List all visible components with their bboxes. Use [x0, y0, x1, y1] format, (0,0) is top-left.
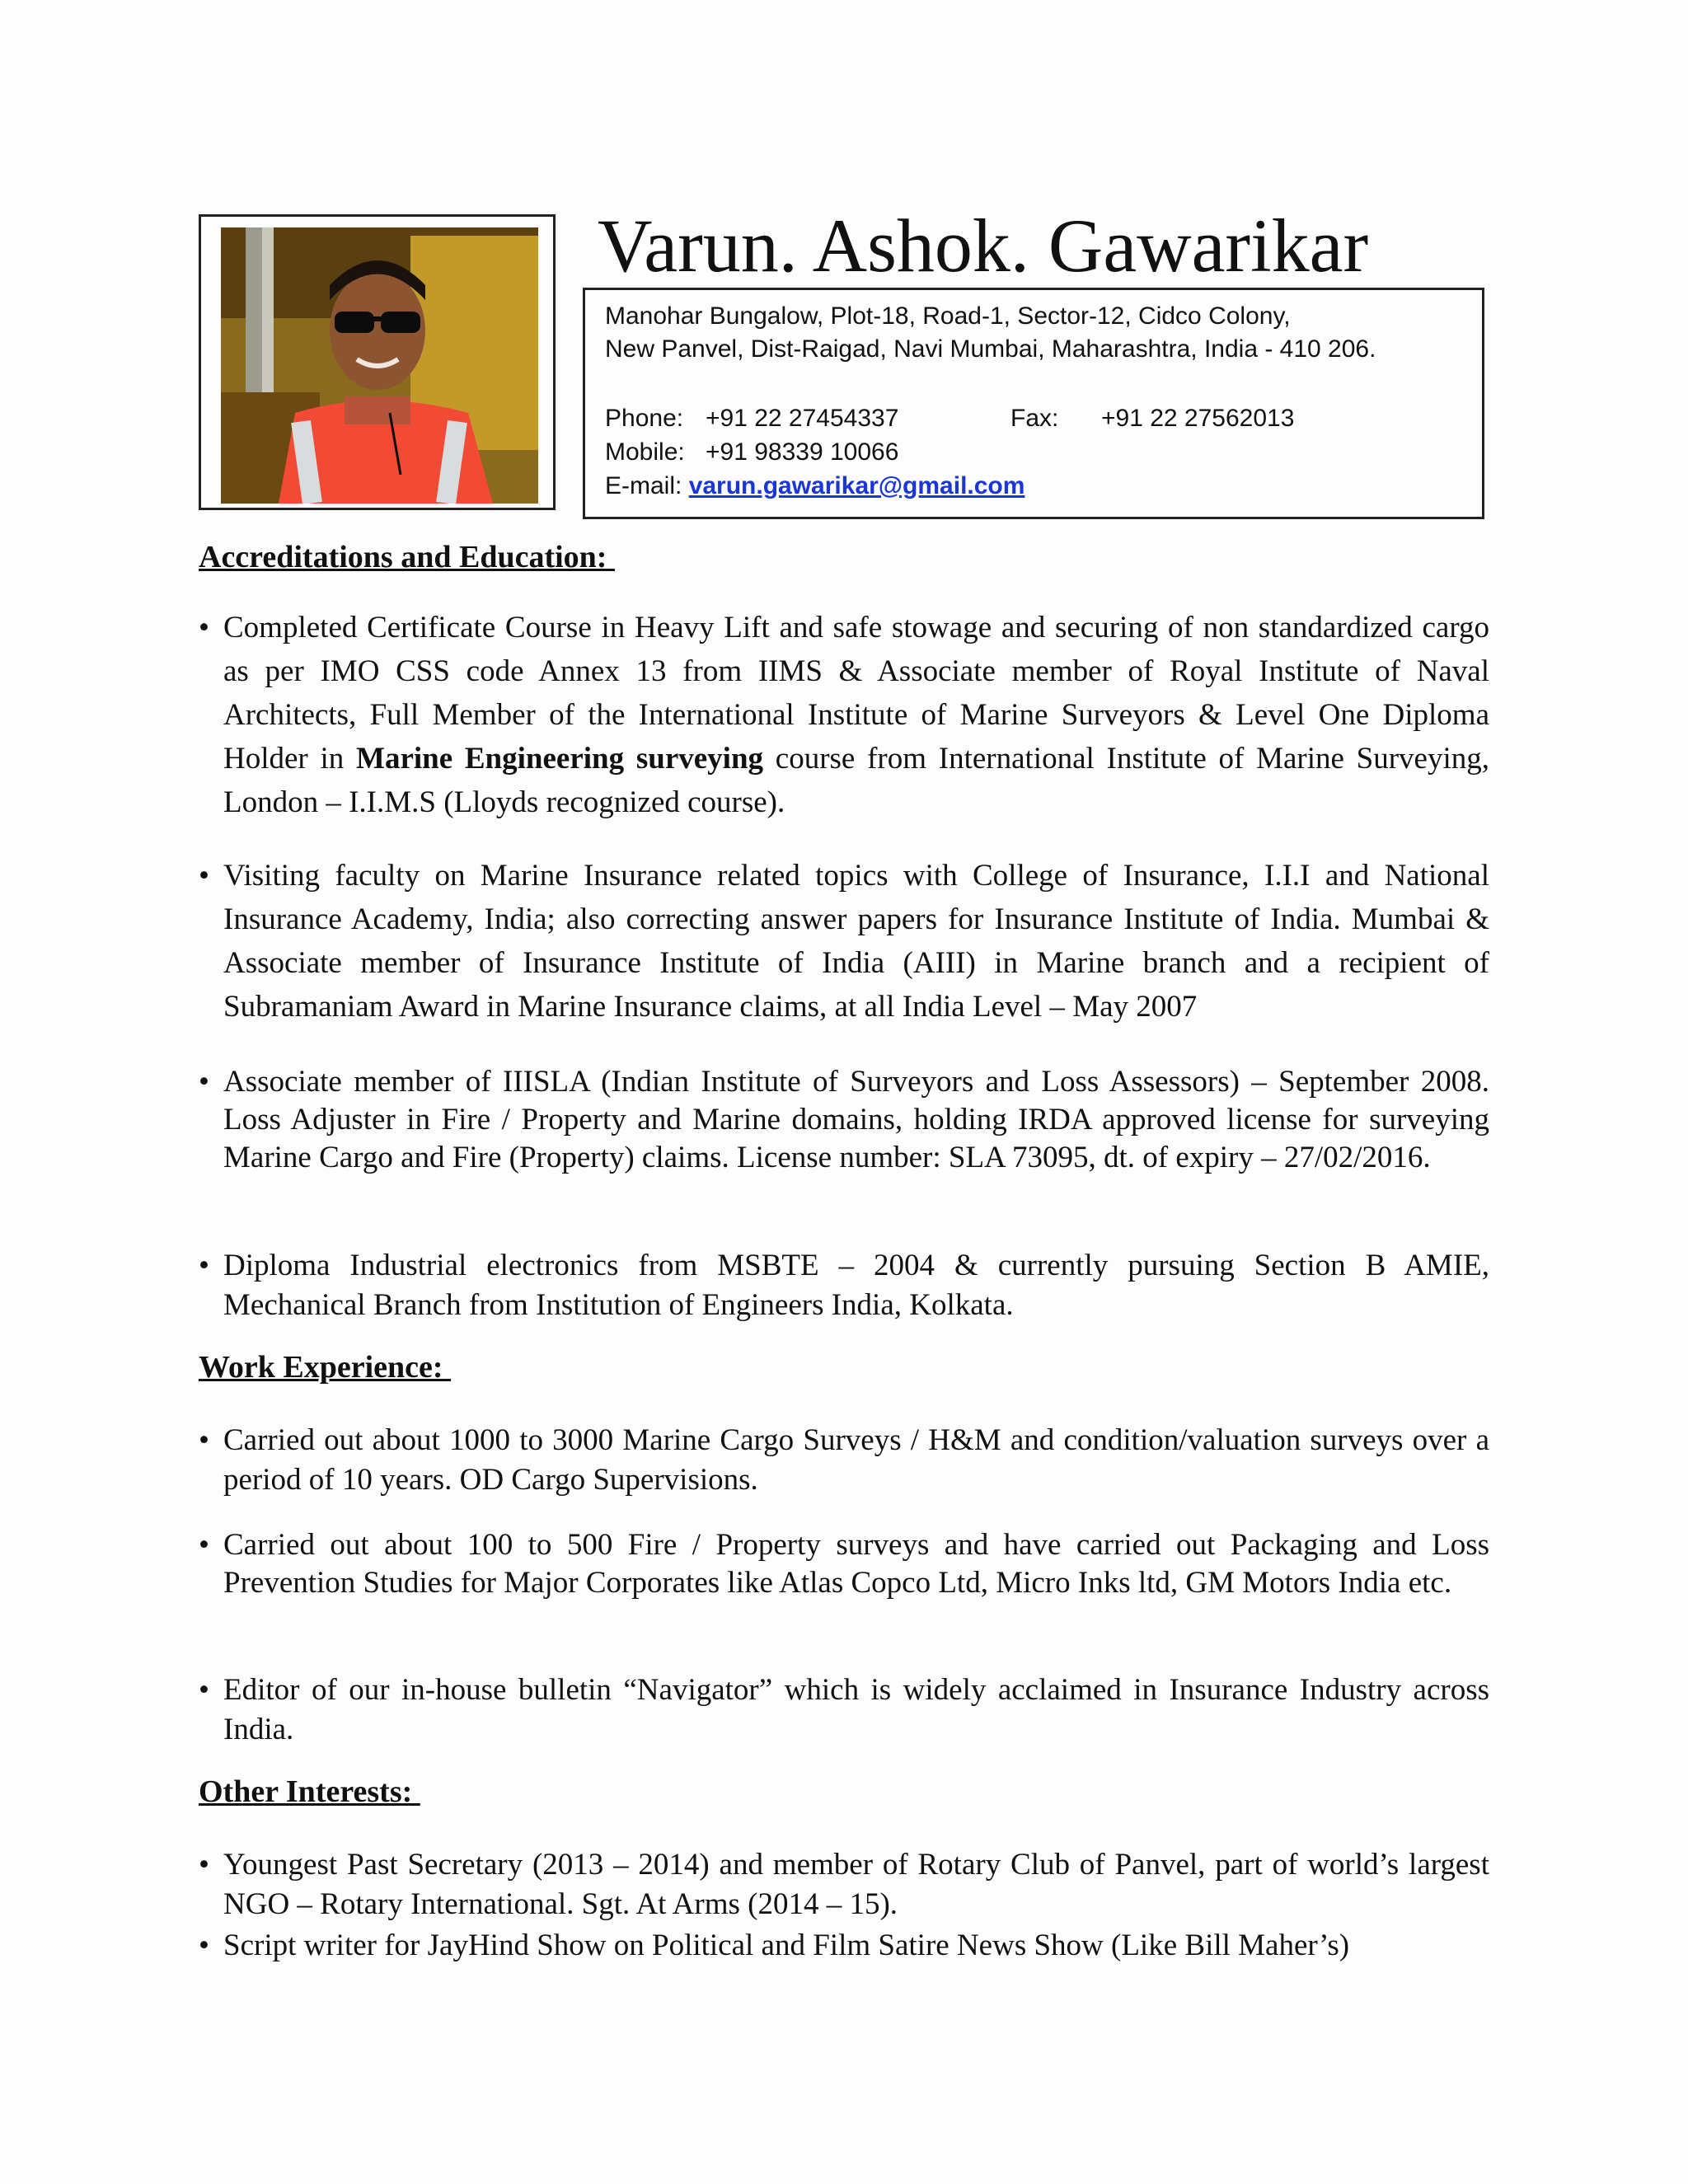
fax-label: Fax:	[1010, 405, 1059, 432]
list-item-text: Visiting faculty on Marine Insurance related topics with College of Insurance, I.I.I and National Insurance Academy, India; also correcting answer papers for Insurance Institute of India. Mumbai & Associate member of Insurance Institute of India (AIII) in Marine branch and a recipient of Subramaniam Award in Marine Insurance claims, at all India Level – May 2007	[223, 859, 1489, 1024]
list-item-text-part: course from International Institute of Marine Surveying, London – I.I.M.S (Lloyds recognized course).	[223, 742, 1490, 819]
bullet: •	[199, 1065, 209, 1099]
fax-value: +91 22 27562013	[1101, 405, 1295, 432]
list-item	[199, 854, 1489, 1029]
bullet: •	[199, 611, 209, 644]
list-item-text: Youngest Past Secretary (2013 – 2014) and member of Rotary Club of Panvel, part of world’s largest NGO – Rotary International. Sgt. At Arms (2014 – 15).	[223, 1848, 1489, 1921]
other-interests-heading: Other Interests:	[199, 1774, 420, 1809]
email-row	[605, 470, 1025, 503]
emphasis-text: Marine Engineering surveying	[356, 742, 764, 776]
list-item	[199, 1671, 1489, 1750]
address-line-1: Manohar Bungalow, Plot-18, Road-1, Sector-12, Cidco Colony,	[605, 302, 1291, 330]
list-item	[199, 1926, 1489, 1966]
work-experience-heading: Work Experience:	[199, 1350, 452, 1385]
list-item-text: Script writer for JayHind Show on Political and Film Satire News Show (Like Bill Maher’s)	[223, 1929, 1350, 1962]
mobile-value: +91 98339 10066	[706, 438, 899, 466]
list-item	[199, 1063, 1489, 1177]
address-line-2: New Panvel, Dist-Raigad, Navi Mumbai, Maharashtra, India - 410 206.	[605, 335, 1376, 363]
bullet: •	[199, 1528, 209, 1562]
list-item-text: Diploma Industrial electronics from MSBTE – 2004 & currently pursuing Section B AMIE, Mechanical Branch from Institution of Engineers India, Kolkata.	[223, 1249, 1489, 1322]
list-item	[199, 1246, 1489, 1325]
phone-value: +91 22 27454337	[706, 405, 899, 432]
list-item	[199, 606, 1489, 824]
phone-label: Phone:	[605, 405, 684, 432]
mobile-label: Mobile:	[605, 438, 685, 466]
bullet: •	[199, 1249, 209, 1282]
bullet: •	[199, 1673, 209, 1707]
list-item-text: Carried out about 100 to 500 Fire / Property surveys and have carried out Packaging and Loss Prevention Studies for Major Corporates like Atlas Copco Ltd, Micro Inks ltd, GM Motors India etc.	[223, 1528, 1489, 1600]
list-item	[199, 1526, 1489, 1602]
email-link[interactable]: varun.gawarikar@gmail.com	[688, 472, 1025, 499]
bullet: •	[199, 1929, 209, 1962]
email-label: E-mail:	[605, 472, 682, 499]
profile-photo-frame	[199, 214, 556, 510]
bullet: •	[199, 859, 209, 893]
accreditations-heading: Accreditations and Education:	[199, 540, 615, 574]
list-item-text-part: Completed Certificate Course in Heavy Lift and safe stowage and securing of non standardized cargo as per IMO CSS code Annex 13 from IIMS & Associate member of Royal Institute of Naval Architects, Full Member of the International Institute of Marine Surveyors & Level One Diploma Holder in	[223, 611, 1489, 776]
profile-photo	[221, 227, 538, 504]
bullet: •	[199, 1848, 209, 1882]
list-item-text: Associate member of IIISLA (Indian Institute of Surveyors and Loss Assessors) – September 2008. Loss Adjuster in Fire / Property and Marine domains, holding IRDA approved license for surveying Marine Cargo and Fire (Property) claims. License number: SLA 73095, dt. of expiry – 27/02/2016.	[223, 1065, 1489, 1174]
list-item-text	[223, 606, 1489, 824]
list-item	[199, 1845, 1489, 1924]
bullet: •	[199, 1423, 209, 1457]
contact-box	[583, 288, 1484, 519]
list-item-text: Editor of our in-house bulletin “Navigator” which is widely acclaimed in Insurance Industry across India.	[223, 1673, 1489, 1746]
candidate-name: Varun. Ashok. Gawarikar	[598, 204, 1369, 288]
list-item	[199, 1421, 1489, 1500]
list-item-text: Carried out about 1000 to 3000 Marine Cargo Surveys / H&M and condition/valuation surveys over a period of 10 years. OD Cargo Supervisions.	[223, 1423, 1489, 1497]
